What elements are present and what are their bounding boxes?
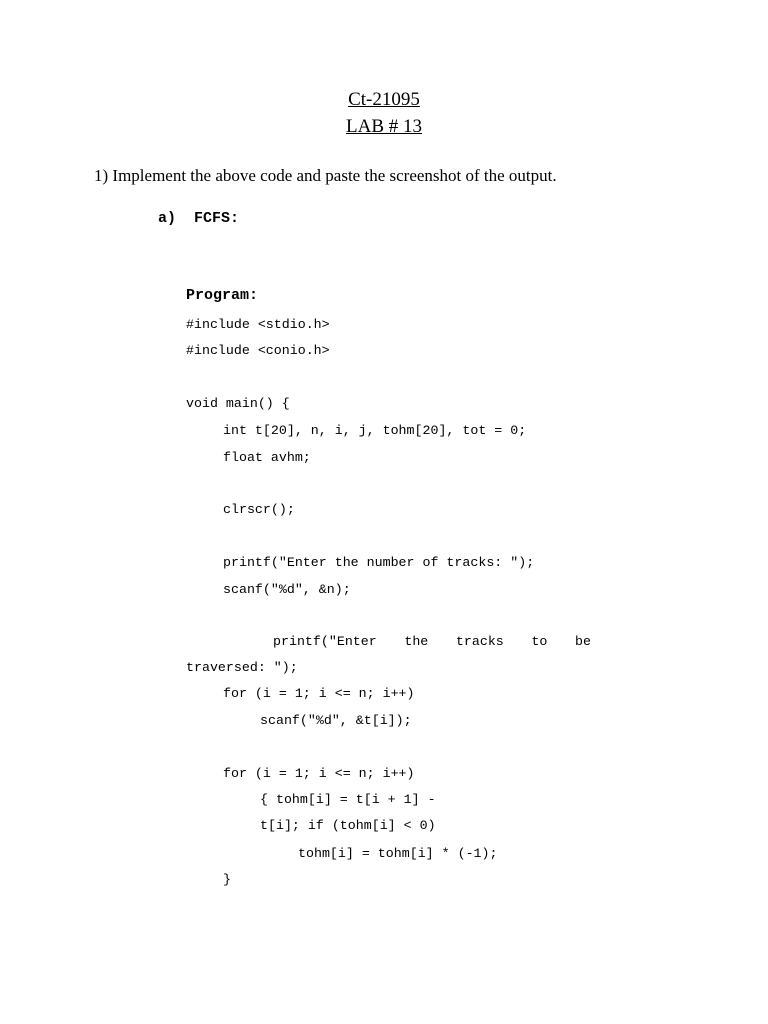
- code-line: scanf("%d", &n);: [223, 582, 351, 597]
- code-word: to: [531, 634, 548, 649]
- program-label: Program:: [186, 287, 259, 304]
- code-line: clrscr();: [223, 502, 295, 517]
- code-line: float avhm;: [223, 450, 311, 465]
- course-code-title: Ct-21095: [348, 89, 420, 110]
- question-text: 1) Implement the above code and paste the screenshot of the output.: [94, 166, 557, 185]
- code-word: printf("Enter: [273, 634, 377, 649]
- code-line: scanf("%d", &t[i]);: [260, 713, 412, 728]
- code-line: for (i = 1; i <= n; i++): [223, 686, 415, 701]
- code-line: for (i = 1; i <= n; i++): [223, 766, 415, 781]
- code-line: tohm[i] = tohm[i] * (-1);: [298, 846, 498, 861]
- code-line: printf("Enter the number of tracks: ");: [223, 555, 535, 570]
- lab-title: LAB # 13: [346, 116, 422, 137]
- code-line: traversed: ");: [186, 660, 298, 675]
- code-line: t[i]; if (tohm[i] < 0): [260, 818, 436, 833]
- code-line: #include <conio.h>: [186, 343, 330, 358]
- code-line-justified: [273, 635, 591, 648]
- code-line: }: [223, 872, 231, 887]
- section-heading-fcfs: a) FCFS:: [158, 210, 240, 227]
- code-line: #include <stdio.h>: [186, 317, 330, 332]
- code-word: tracks: [455, 634, 504, 649]
- code-line: { tohm[i] = t[i + 1] -: [260, 792, 436, 807]
- code-line: void main() {: [186, 396, 290, 411]
- code-word: be: [574, 634, 591, 649]
- code-line: int t[20], n, i, j, tohm[20], tot = 0;: [223, 423, 527, 438]
- code-word: the: [404, 634, 429, 649]
